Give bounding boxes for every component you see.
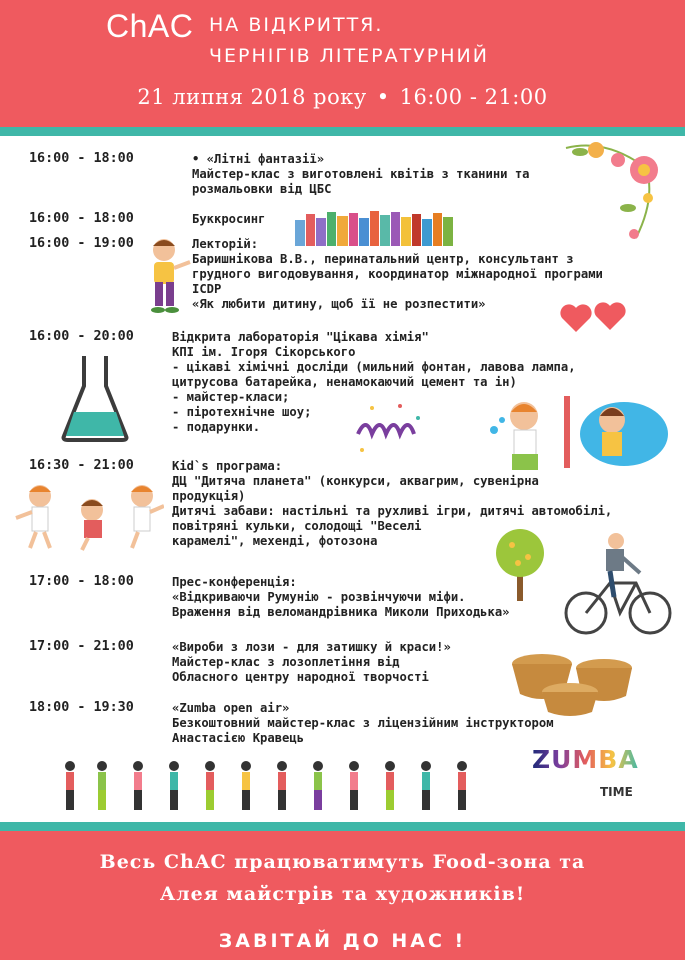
schedule-line: Враження від веломандрівника Миколи Приходька» (172, 605, 510, 619)
footer-line2: Алея майстрів та художників! (159, 883, 526, 905)
date-separator: • (376, 85, 390, 109)
boy-illustration-icon (138, 236, 193, 318)
kids-exercising-illustration-icon (14, 480, 164, 552)
event-title-line1: НА ВІДКРИТТЯ. (209, 14, 384, 36)
schedule-line: Майстер-клас з лозоплетіння від (172, 655, 400, 669)
schedule-line: • «Літні фантазії» (192, 152, 325, 166)
schedule-time: 17:00 - 21:00 (29, 639, 134, 654)
schedule-line: розмальовки від ЦБС (192, 182, 332, 196)
schedule-line: карамелі", мехенді, фотозона (172, 534, 378, 548)
schedule-time: 18:00 - 19:30 (29, 700, 134, 715)
schedule-description (172, 640, 451, 685)
schedule-line: ДЦ "Дитяча планета" (конкурси, аквагрим, сувенірна (172, 474, 539, 488)
zumba-logo-sub: TIME (600, 785, 633, 799)
party-streamer-icon (352, 400, 430, 456)
schedule-line: грудного вигодовування, координатор міжнародної програми (192, 267, 603, 281)
wicker-baskets-icon (508, 634, 636, 718)
schedule-line: Буккросинг (192, 212, 266, 226)
schedule-time: 16:30 - 21:00 (29, 458, 134, 473)
schedule-description (192, 152, 530, 197)
schedule-line: Безкоштовний майстер-клас з ліцензійним інструктором (172, 716, 554, 730)
zumba-logo-word: ZUMBA (532, 745, 639, 774)
zumba-dancers-illustration-icon (52, 758, 490, 814)
event-date: 21 липня 2018 року (137, 85, 367, 109)
zumba-logo (532, 745, 639, 774)
schedule-line: Kid`s програма: (172, 459, 283, 473)
bottom-divider-stripe (0, 822, 685, 831)
schedule-line: Прес-конференція: (172, 575, 297, 589)
schedule-line: «Відкриваючи Румунію - розвінчуючи міфи. (172, 590, 466, 604)
event-hours: 16:00 - 21:00 (399, 85, 548, 109)
schedule-line: «Як любити дитину, щоб її не розпестити» (192, 297, 486, 311)
flask-icon (58, 352, 132, 444)
schedule-time: 16:00 - 18:00 (29, 151, 134, 166)
schedule-line: цитрусова батарейка, ненамокаючий цемент та ін) (172, 375, 517, 389)
books-row-icon (293, 208, 455, 248)
schedule-time: 16:00 - 18:00 (29, 211, 134, 226)
schedule-description (192, 212, 265, 227)
schedule-time: 16:00 - 19:00 (29, 236, 134, 251)
schedule-description (172, 575, 510, 620)
schedule-line: - майстер-класи; (172, 390, 290, 404)
schedule-line: - цікаві хімічні досліди (мильний фонтан, лавова лампа, (172, 360, 576, 374)
bicycle-rider-icon (564, 527, 672, 639)
schedule-line: Лекторій: (192, 237, 259, 251)
hearts-icon (558, 300, 628, 336)
schedule-line: - подарунки. (172, 420, 261, 434)
flower-garland-icon (556, 138, 668, 250)
schedule-line: продукція) (172, 489, 246, 503)
footer-line1: Весь ChAC працюватимуть Food-зона та (99, 851, 586, 873)
schedule-line: «Zumba open air» (172, 701, 290, 715)
event-date-line (0, 85, 685, 109)
schedule-line: Дитячі забави: настільні та рухливі ігри, дитячі автомобілі, (172, 504, 613, 518)
schedule-time: 16:00 - 20:00 (29, 329, 134, 344)
schedule-line: Майстер-клас з виготовлені квітів з тканини та (192, 167, 530, 181)
schedule-line: Анастасією Кравець (172, 731, 305, 745)
tree-icon (490, 527, 550, 603)
event-title-line2: ЧЕРНІГІВ ЛІТЕРАТУРНИЙ (209, 45, 489, 67)
brand-logo-text: ChAC (106, 8, 194, 44)
schedule-line: Відкрита лабораторія "Цікава хімія" (172, 330, 429, 344)
schedule-line: Обласного центру народної творчості (172, 670, 429, 684)
schedule-description (192, 237, 603, 312)
kids-science-illustration-icon (484, 390, 670, 474)
footer-banner (0, 831, 685, 960)
top-divider-stripe (0, 127, 685, 136)
schedule-line: ICDP (192, 282, 222, 296)
schedule-time: 17:00 - 18:00 (29, 574, 134, 589)
schedule-line: «Вироби з лози - для затишку й краси!» (172, 640, 451, 654)
schedule-line: КПІ ім. Ігоря Сікорського (172, 345, 356, 359)
schedule-line: повітряні кульки, солодощі "Веселі (172, 519, 422, 533)
header-banner (0, 0, 685, 127)
footer-call-to-action: ЗАВІТАЙ ДО НАС ! (218, 930, 467, 952)
schedule-line: - піротехнічне шоу; (172, 405, 312, 419)
schedule-line: Баришнікова В.В., перинатальний центр, консультант з (192, 252, 574, 266)
schedule-description (172, 701, 554, 746)
